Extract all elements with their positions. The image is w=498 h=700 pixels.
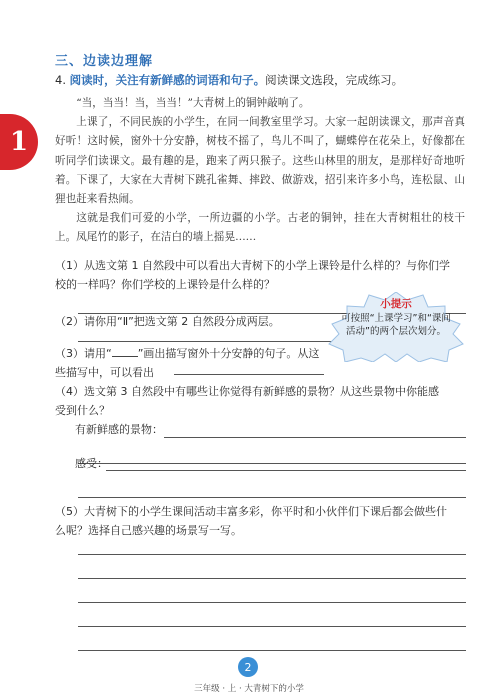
passage-paragraph-2: 上课了，不同民族的小学生，在同一间教室里学习。大家一起朗读课文，那声音真好听！这时候，窗外十分安静，树枝不摇了，鸟儿不叫了，蝴蝶停在花朵上，好像都在听同学们读课文。最有趣的是，跑来了两只猴子。这些山林里的朋友，是那样好奇地听着。下课了，大家在大青树下跳孔雀舞、摔跤、做游戏，招引来许多小鸟，连松鼠、山狸也赶来看热闹。 — [55, 116, 465, 206]
question-5 — [55, 502, 447, 540]
tip-box — [327, 292, 465, 362]
question-3-line-1 — [55, 344, 319, 363]
feeling-label: 感受： — [75, 457, 108, 470]
answer-line[interactable] — [78, 554, 466, 555]
passage-paragraph-3: 这就是我们可爱的小学，一所边疆的小学。古老的铜钟，挂在大青树粗壮的枝干上。凤尾竹的影子，在洁白的墙上摇晃…… — [55, 212, 465, 244]
question-instruction-bold: 阅读时，关注有新鲜感的词语和句子。 — [69, 73, 266, 87]
page-number: 2 — [238, 657, 258, 677]
question-number: 4. — [55, 73, 66, 87]
tip-title: 小提示 — [380, 298, 412, 310]
question-4 — [55, 382, 439, 420]
question-2 — [55, 312, 280, 331]
question-3-text-b: ”画出描写窗外十分安静的句子。从这 — [137, 347, 320, 360]
answer-line[interactable] — [106, 470, 466, 471]
question-heading — [55, 72, 475, 88]
answer-line[interactable] — [164, 437, 466, 438]
question-1 — [55, 256, 450, 294]
question-1-line-2: 校的一样吗？你们学校的上课铃是什么样的？ — [55, 278, 275, 291]
passage-paragraph-1: “当，当当！当，当当！”大青树上的铜钟敲响了。 — [76, 97, 310, 109]
question-4-line-2: 受到什么？ — [55, 404, 110, 417]
question-2-text: （2）请你用“Ⅱ”把选文第 2 自然段分成两层。 — [55, 315, 280, 328]
reading-passage — [55, 94, 465, 248]
question-1-line-1: （1）从选文第 1 自然段中可以看出大青树下的小学上课铃是什么样的？与你们学 — [55, 259, 450, 272]
answer-line[interactable] — [78, 578, 466, 579]
answer-line[interactable] — [78, 626, 466, 627]
answer-line[interactable] — [78, 341, 336, 342]
unit-tab: 1 — [0, 114, 38, 170]
question-3-line-2: 些描写中，可以看出 — [55, 366, 154, 379]
question-instruction: 阅读课文选段，完成练习。 — [265, 73, 404, 87]
answer-line[interactable] — [78, 650, 466, 651]
question-4-line-1: （4）选文第 3 自然段中有哪些让你觉得有新鲜感的景物？从这些景物中你能感 — [55, 385, 439, 398]
question-5-line-1: （5）大青树下的小学生课间活动丰富多彩，你平时和小伙伴们下课后都会做些什 — [55, 505, 447, 518]
question-3-text-a: （3）请用“ — [55, 347, 112, 360]
scenery-label: 有新鲜感的景物： — [75, 423, 163, 436]
answer-line[interactable] — [78, 602, 466, 603]
section-title: 三、边读边理解 — [55, 54, 154, 69]
page-footer: 三年级 · 上 · 大青树下的小学 — [194, 684, 304, 694]
tip-text: 可按照“上课学习”和“课间活动”的两个层次划分。 — [341, 313, 451, 337]
question-3 — [55, 344, 319, 382]
answer-line[interactable] — [78, 497, 466, 498]
question-5-line-2: 么呢？选择自己感兴趣的场景写一写。 — [55, 524, 242, 537]
wavy-line-symbol — [112, 356, 138, 357]
answer-line[interactable] — [78, 463, 466, 464]
answer-line[interactable] — [174, 374, 324, 375]
